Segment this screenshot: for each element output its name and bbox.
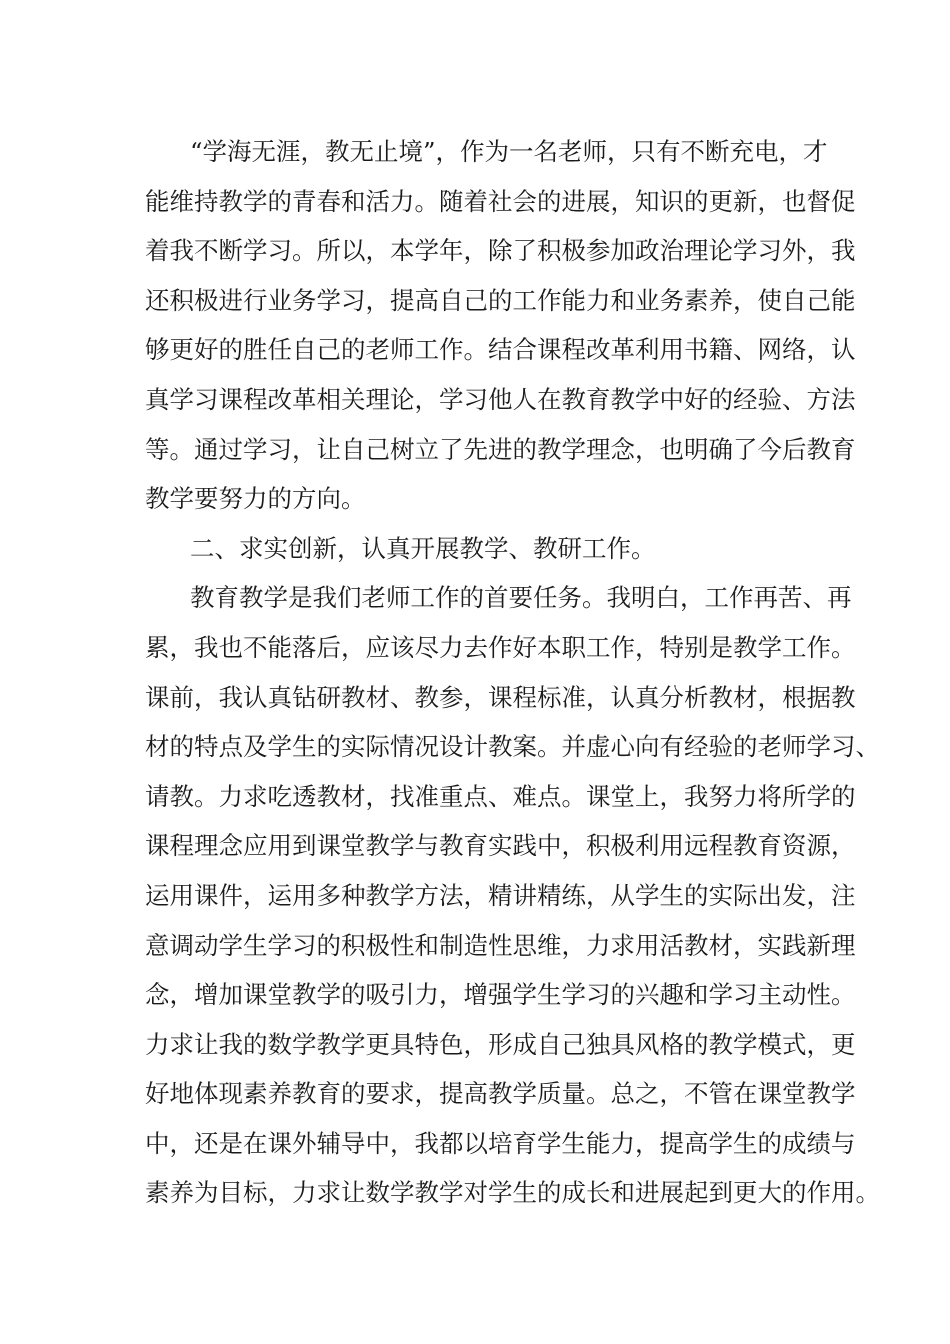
text-line: 真学习课程改革相关理论，学习他人在教育教学中好的经验、方法 [145,384,856,414]
text-line: 还积极进行业务学习，提高自己的工作能力和业务素养，使自己能 [145,285,856,315]
section-heading: 二、求实创新，认真开展教学、教研工作。 [190,533,656,563]
text-line: 够更好的胜任自己的老师工作。结合课程改革利用书籍、网络，认 [145,335,856,365]
text-line: 累，我也不能落后，应该尽力去作好本职工作，特别是教学工作。 [145,632,856,662]
text-line: 能维持教学的青春和活力。随着社会的进展，知识的更新，也督促 [145,186,856,216]
text-line: 课前，我认真钻研教材、教参，课程标准，认真分析教材，根据教 [145,682,856,712]
text-line: 课程理念应用到课堂教学与教育实践中，积极利用远程教育资源， [145,831,856,861]
text-line: 请教。力求吃透教材，找准重点、难点。课堂上，我努力将所学的 [145,781,856,811]
text-line: 教学要努力的方向。 [145,484,366,514]
text-line: 念，增加课堂教学的吸引力，增强学生学习的兴趣和学习主动性。 [145,980,856,1010]
text-line: 等。通过学习，让自己树立了先进的教学理念，也明确了今后教育 [145,434,856,464]
text-line: 教育教学是我们老师工作的首要任务。我明白，工作再苦、再 [190,583,852,613]
text-line: 中，还是在课外辅导中，我都以培育学生能力，提高学生的成绩与 [145,1128,856,1158]
text-line: 力求让我的数学教学更具特色，形成自己独具风格的教学模式，更 [145,1029,856,1059]
text-line: 运用课件，运用多种教学方法，精讲精练，从学生的实际出发，注 [145,880,856,910]
text-line: 材的特点及学生的实际情况设计教案。并虚心向有经验的老师学习、 [145,732,880,762]
text-line: 好地体现素养教育的要求，提高教学质量。总之，不管在课堂教学 [145,1079,856,1109]
text-line: 着我不断学习。所以，本学年，除了积极参加政治理论学习外，我 [145,236,856,266]
text-line: 素养为目标，力求让数学教学对学生的成长和进展起到更大的作用。 [145,1178,880,1208]
document-body [145,127,880,1218]
text-line: “学海无涯，教无止境”，作为一名老师，只有不断充电，才 [190,137,828,166]
text-line: 意调动学生学习的积极性和制造性思维，力求用活教材，实践新理 [145,930,856,960]
